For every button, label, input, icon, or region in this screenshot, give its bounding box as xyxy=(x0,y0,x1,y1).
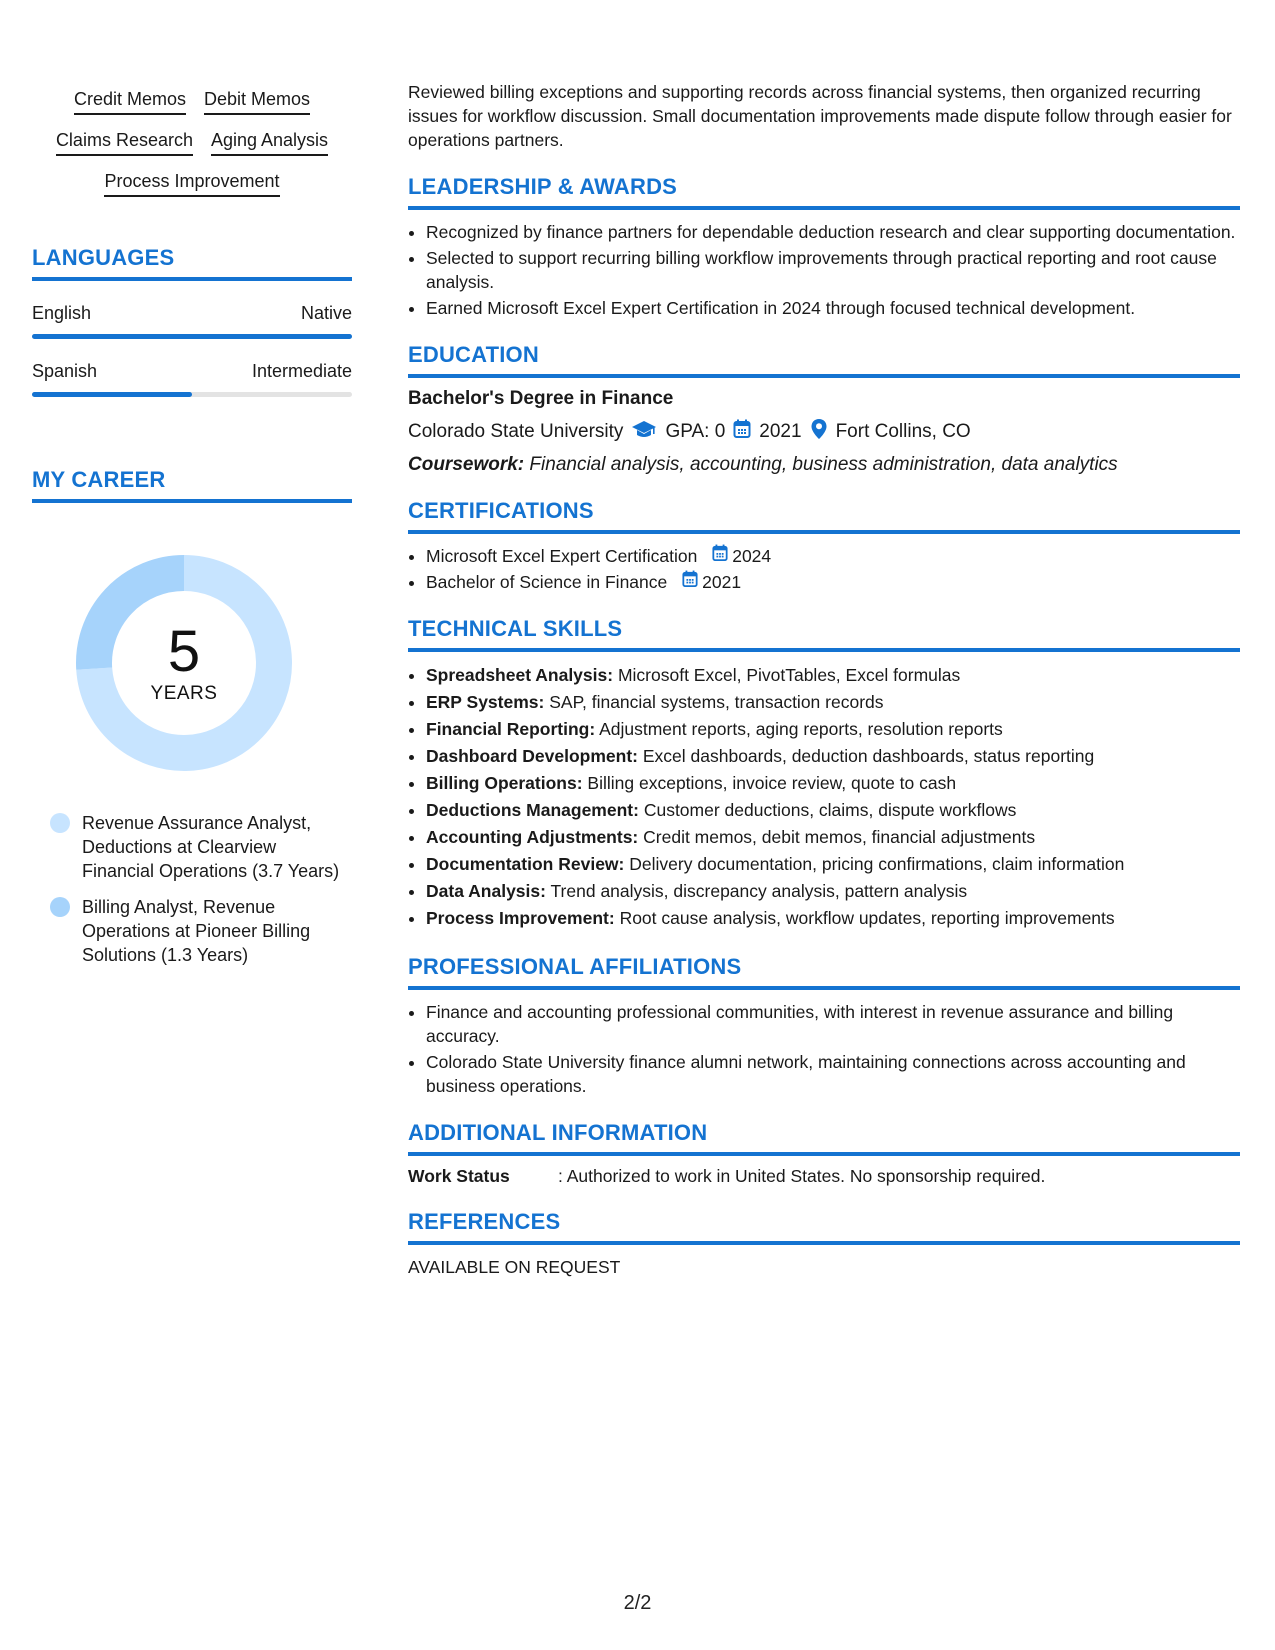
language-level: Intermediate xyxy=(251,361,352,381)
certification-item xyxy=(426,544,1240,568)
work-status-label: Work Status xyxy=(408,1166,510,1186)
career-section xyxy=(32,467,352,967)
skill-value: Trend analysis, discrepancy analysis, pattern analysis xyxy=(550,881,968,901)
skill-label: Financial Reporting: xyxy=(426,719,596,739)
technical-skill-item xyxy=(426,770,1240,797)
technical-skill-item xyxy=(426,743,1240,770)
skill-label: Deductions Management: xyxy=(426,800,639,820)
leadership-section xyxy=(408,174,1240,320)
skill-value: SAP, financial systems, transaction records xyxy=(549,692,884,712)
map-pin-icon xyxy=(810,418,828,446)
skill-value: Billing exceptions, invoice review, quote to cash xyxy=(587,773,957,793)
language-name: English xyxy=(32,303,92,323)
career-center xyxy=(64,543,304,783)
references-section xyxy=(408,1209,1240,1278)
technical-skills-section xyxy=(408,616,1240,932)
skill-value: Excel dashboards, deduction dashboards, status reporting xyxy=(642,746,1095,766)
work-status-row xyxy=(408,1166,1240,1187)
languages-section xyxy=(32,245,352,397)
certifications-section xyxy=(408,498,1240,594)
education-location: Fort Collins, CO xyxy=(835,421,971,442)
graduation-cap-icon xyxy=(631,419,657,445)
career-role-label: Billing Analyst, Revenue Operations at Pioneer Billing Solutions (1.3 Years) xyxy=(82,897,311,965)
skill-tag: Aging Analysis xyxy=(211,129,328,156)
skill-value: Microsoft Excel, PivotTables, Excel formulas xyxy=(617,665,961,685)
career-legend-item xyxy=(50,895,340,967)
languages-title: LANGUAGES xyxy=(32,245,352,281)
technical-skill-item xyxy=(426,716,1240,743)
additional-info-title: ADDITIONAL INFORMATION xyxy=(408,1120,1240,1156)
skill-label: ERP Systems: xyxy=(426,692,545,712)
legend-dot xyxy=(50,813,70,833)
language-name: Spanish xyxy=(32,361,98,381)
affiliations-title: PROFESSIONAL AFFILIATIONS xyxy=(408,954,1240,990)
leadership-item: • Recognized by finance partners for dependable deduction research and clear supporting documentation. xyxy=(426,220,1240,244)
calendar-icon xyxy=(712,544,728,568)
technical-skills-title: TECHNICAL SKILLS xyxy=(408,616,1240,652)
work-status-value: : Authorized to work in United States. No sponsorship required. xyxy=(558,1166,1046,1186)
language-item xyxy=(32,361,352,397)
skill-tags xyxy=(32,80,352,197)
language-level-bar xyxy=(32,334,352,339)
references-title: REFERENCES xyxy=(408,1209,1240,1245)
certification-name: Bachelor of Science in Finance xyxy=(426,572,668,592)
skill-value: Root cause analysis, workflow updates, reporting improvements xyxy=(619,908,1115,928)
skill-label: Dashboard Development: xyxy=(426,746,638,766)
references-text: AVAILABLE ON REQUEST xyxy=(408,1257,621,1277)
language-level: Native xyxy=(300,303,352,323)
certification-item xyxy=(426,570,1240,594)
career-legend-item xyxy=(50,811,340,883)
certification-year: 2024 xyxy=(732,546,772,566)
skill-tag: Credit Memos xyxy=(74,88,186,115)
skill-label: Documentation Review: xyxy=(426,854,625,874)
coursework-label: Coursework: xyxy=(408,454,525,475)
technical-skill-item xyxy=(426,797,1240,824)
language-level-fill xyxy=(32,334,352,339)
education-school: Colorado State University xyxy=(408,421,624,442)
technical-skill-item xyxy=(426,689,1240,716)
certifications-title: CERTIFICATIONS xyxy=(408,498,1240,534)
language-level-bar xyxy=(32,392,352,397)
leadership-title: LEADERSHIP & AWARDS xyxy=(408,174,1240,210)
career-title: MY CAREER xyxy=(32,467,352,503)
technical-skill-item xyxy=(426,878,1240,905)
education-details xyxy=(408,418,1240,446)
skill-label: Spreadsheet Analysis: xyxy=(426,665,614,685)
education-coursework xyxy=(408,454,1240,476)
skill-tag: Debit Memos xyxy=(204,88,310,115)
summary-text: Reviewed billing exceptions and supporting records across financial systems, then organized recurring issues for workflow discussion. Small documentation improvements made dispute follow through easier for operations partners. xyxy=(408,82,1232,150)
affiliation-item: • Colorado State University finance alumni network, maintaining connections across accounting and business operations. xyxy=(426,1050,1240,1098)
career-role-label: Revenue Assurance Analyst, Deductions at Clearview Financial Operations (3.7 Years) xyxy=(82,813,340,881)
skill-tag: Process Improvement xyxy=(104,170,279,197)
calendar-icon xyxy=(682,570,698,594)
skill-tag: Claims Research xyxy=(56,129,193,156)
skill-value: Credit memos, debit memos, financial adjustments xyxy=(643,827,1036,847)
right-column xyxy=(408,80,1240,1278)
technical-skill-item xyxy=(426,662,1240,689)
leadership-item: • Selected to support recurring billing workflow improvements through practical reporting and root cause analysis. xyxy=(426,246,1240,294)
education-title: EDUCATION xyxy=(408,342,1240,378)
left-column xyxy=(32,80,352,979)
certification-year: 2021 xyxy=(702,572,742,592)
additional-info-section xyxy=(408,1120,1240,1187)
career-total-years: 5 xyxy=(167,619,201,684)
career-donut-chart xyxy=(64,543,304,783)
affiliations-section xyxy=(408,954,1240,1098)
leadership-item: • Earned Microsoft Excel Expert Certification in 2024 through focused technical development. xyxy=(426,296,1240,320)
career-legend xyxy=(32,811,352,967)
coursework-text: Financial analysis, accounting, business administration, data analytics xyxy=(529,454,1118,475)
skill-label: Accounting Adjustments: xyxy=(426,827,639,847)
career-unit: YEARS xyxy=(150,683,218,704)
education-year: 2021 xyxy=(759,421,802,442)
skill-value: Delivery documentation, pricing confirmations, claim information xyxy=(629,854,1125,874)
skill-label: Process Improvement: xyxy=(426,908,615,928)
education-gpa: GPA: 0 xyxy=(665,421,726,442)
page-number: 2/2 xyxy=(623,1592,652,1614)
language-item xyxy=(32,303,352,339)
affiliation-item: • Finance and accounting professional communities, with interest in revenue assurance and billing accuracy. xyxy=(426,1000,1240,1048)
education-section xyxy=(408,342,1240,476)
certification-name: Microsoft Excel Expert Certification xyxy=(426,546,698,566)
technical-skill-item xyxy=(426,824,1240,851)
legend-dot xyxy=(50,897,70,917)
skill-label: Data Analysis: xyxy=(426,881,546,901)
technical-skill-item xyxy=(426,905,1240,932)
skill-value: Customer deductions, claims, dispute workflows xyxy=(643,800,1017,820)
skill-label: Billing Operations: xyxy=(426,773,583,793)
skill-value: Adjustment reports, aging reports, resolution reports xyxy=(599,719,1003,739)
technical-skill-item xyxy=(426,851,1240,878)
language-level-fill xyxy=(32,392,192,397)
education-degree: Bachelor's Degree in Finance xyxy=(408,388,674,409)
calendar-icon xyxy=(733,419,751,445)
